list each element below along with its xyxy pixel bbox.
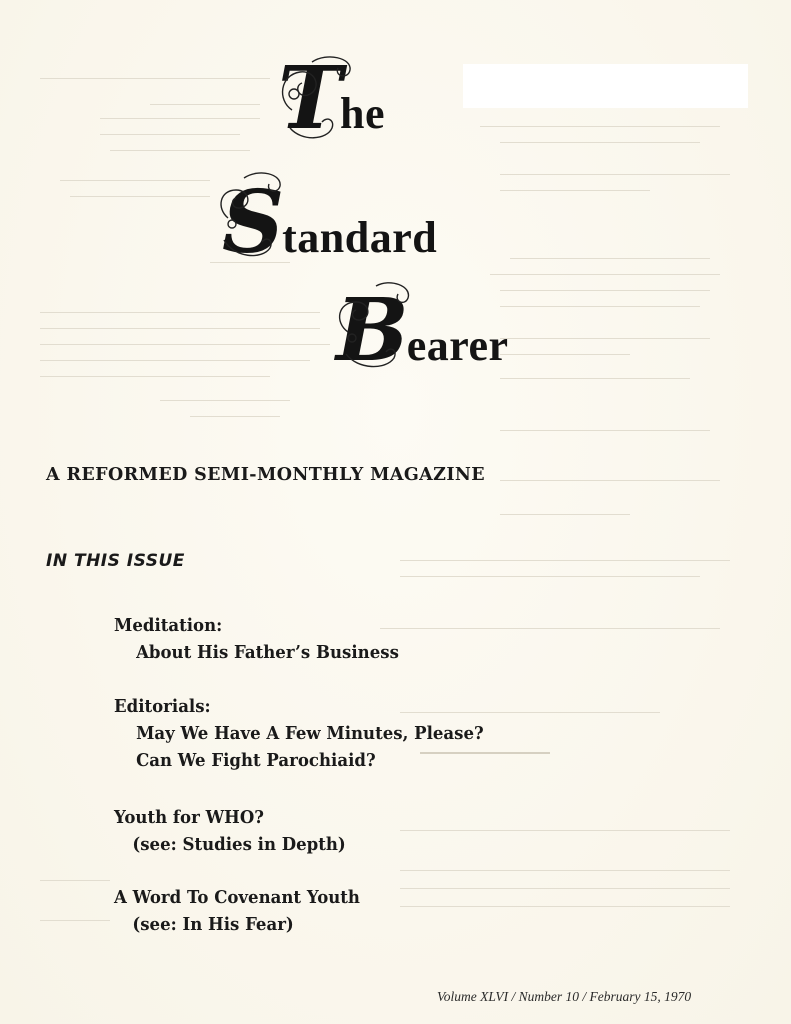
section-item: (see: In His Fear): [132, 914, 294, 935]
section-heading: Meditation:: [114, 615, 223, 636]
show-through-line: [100, 134, 240, 135]
masthead-rest-tandard: tandard: [282, 213, 438, 262]
section-item: (see: Studies in Depth): [132, 834, 346, 855]
masthead-the: [278, 48, 385, 149]
masthead-standard: [222, 172, 437, 273]
masthead-initial-b: B: [336, 280, 407, 381]
show-through-line: [500, 430, 710, 431]
show-through-line: [500, 190, 650, 191]
show-through-line: [400, 870, 730, 871]
show-through-line: [40, 360, 310, 361]
masthead-rest-earer: earer: [406, 321, 509, 370]
show-through-line: [490, 274, 720, 275]
show-through-line: [400, 576, 700, 577]
show-through-line: [40, 344, 330, 345]
show-through-line: [60, 180, 210, 181]
show-through-line: [40, 880, 110, 881]
show-through-line: [160, 400, 290, 401]
masking-patch: [463, 64, 748, 108]
in-this-issue-heading: IN THIS ISSUE: [46, 551, 185, 571]
volume-issue-date: Volume XLVI / Number 10 / February 15, 1970: [437, 989, 692, 1004]
section-item: About His Father’s Business: [136, 642, 399, 663]
show-through-line: [500, 142, 700, 143]
masthead-rest-he: he: [340, 89, 385, 138]
show-through-line: [400, 888, 730, 889]
show-through-line: [510, 258, 710, 259]
section-item: Can We Fight Parochiaid?: [136, 750, 376, 771]
magazine-subtitle: A REFORMED SEMI-MONTHLY MAGAZINE: [46, 465, 486, 485]
show-through-line: [40, 312, 320, 313]
contents-section-covenant-youth: [114, 885, 381, 938]
show-through-line: [500, 514, 630, 515]
show-through-line: [190, 416, 280, 417]
masthead-initial-t: T: [278, 48, 340, 149]
show-through-line: [110, 150, 250, 151]
section-heading: Youth for WHO?: [114, 807, 264, 828]
show-through-line: [40, 376, 270, 377]
masthead-initial-s: S: [222, 172, 283, 273]
show-through-line: [40, 78, 270, 79]
show-through-line: [400, 906, 730, 907]
show-through-line: [400, 830, 730, 831]
show-through-line: [480, 126, 720, 127]
section-heading: A Word To Covenant Youth: [114, 887, 360, 908]
show-through-line: [500, 174, 730, 175]
contents-section-meditation: [114, 613, 424, 666]
section-item: May We Have A Few Minutes, Please?: [136, 723, 484, 744]
show-through-line: [380, 628, 720, 629]
show-through-line: [150, 104, 260, 105]
show-through-line: [400, 560, 730, 561]
show-through-line: [500, 338, 710, 339]
show-through-line: [500, 306, 700, 307]
show-through-line: [40, 328, 320, 329]
show-through-line: [500, 378, 690, 379]
show-through-line: [500, 480, 720, 481]
section-heading: Editorials:: [114, 696, 211, 717]
show-through-line: [70, 196, 210, 197]
show-through-line: [40, 920, 110, 921]
contents-section-youth: [114, 805, 366, 858]
contents-section-editorials: [114, 694, 516, 774]
masthead-bearer: [336, 280, 509, 381]
show-through-line: [500, 290, 710, 291]
show-through-line: [100, 118, 260, 119]
show-through-line: [500, 354, 630, 355]
